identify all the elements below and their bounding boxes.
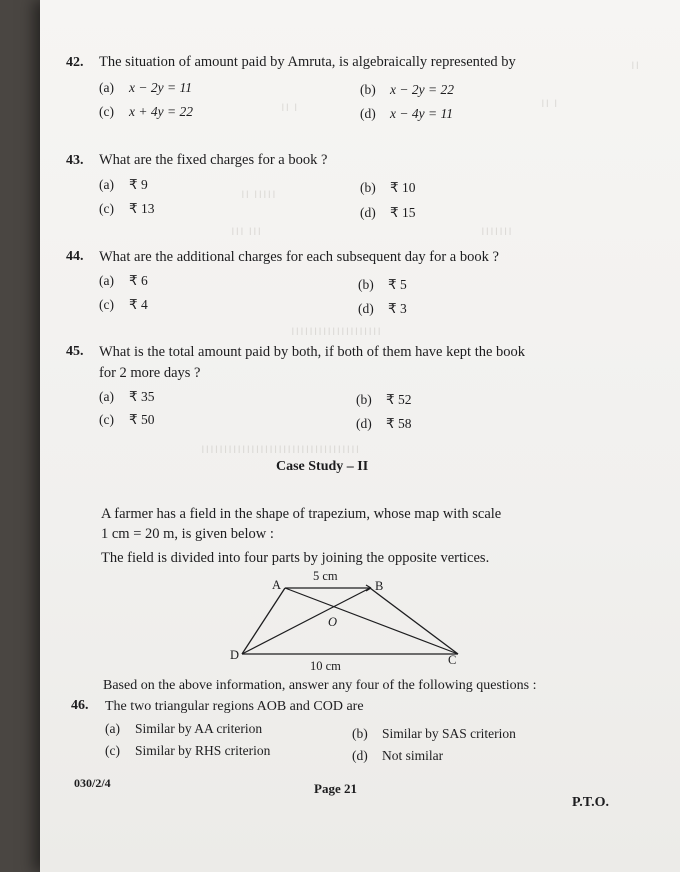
option-label: (a) xyxy=(99,389,114,404)
option-text: ₹ 50 xyxy=(129,412,155,427)
option-text: ₹ 35 xyxy=(129,389,155,404)
option-c xyxy=(99,297,148,313)
option-label: (d) xyxy=(356,416,372,431)
question-text: What are the additional charges for each subsequent day for a book ? xyxy=(99,249,499,265)
case-study-paragraph: A farmer has a field in the shape of trapezium, whose map with scale xyxy=(101,506,502,522)
option-label: (d) xyxy=(360,205,376,220)
vertex-a-label: A xyxy=(272,578,282,592)
question-text: What are the fixed charges for a book ? xyxy=(99,152,328,168)
option-a xyxy=(99,389,154,405)
option-label: (b) xyxy=(352,726,368,741)
option-text: ₹ 3 xyxy=(388,301,407,316)
option-b xyxy=(360,180,415,196)
center-o-label: O xyxy=(328,615,338,629)
option-c xyxy=(105,743,270,759)
case-study-title: Case Study – II xyxy=(276,459,369,474)
option-label: (a) xyxy=(105,721,120,736)
option-text: ₹ 5 xyxy=(388,277,407,292)
option-text: Similar by AA criterion xyxy=(135,721,263,736)
vertex-b-label: B xyxy=(375,579,384,593)
option-c xyxy=(99,412,154,428)
pto-label: P.T.O. xyxy=(572,795,609,810)
option-text: ₹ 6 xyxy=(129,273,148,288)
option-text: x − 4y = 11 xyxy=(390,106,453,121)
show-through-text: ।।।।।।।।।।।।।।।।।।।। xyxy=(290,324,381,338)
option-label: (a) xyxy=(99,273,114,288)
option-text: ₹ 58 xyxy=(386,416,412,431)
option-c xyxy=(99,104,193,120)
option-text: Not similar xyxy=(382,748,444,763)
option-d xyxy=(358,301,407,317)
vertex-d-label: D xyxy=(230,648,240,662)
diagonal-bd xyxy=(242,588,370,654)
option-label: (b) xyxy=(358,277,374,292)
question-number: 42. xyxy=(66,55,84,70)
show-through-text: ।। । xyxy=(280,100,298,114)
option-d xyxy=(360,205,415,221)
case-study-paragraph: The field is divided into four parts by joining the opposite vertices. xyxy=(101,550,490,566)
option-text: Similar by SAS criterion xyxy=(382,726,516,741)
option-b xyxy=(360,82,454,98)
option-text: ₹ 13 xyxy=(129,201,155,216)
show-through-text: ।।। ।।। xyxy=(230,224,262,238)
option-b xyxy=(352,726,516,742)
option-text: ₹ 4 xyxy=(129,297,148,312)
vertex-c-label: C xyxy=(448,653,457,667)
case-study-instruction: Based on the above information, answer any four of the following questions : xyxy=(103,678,537,693)
trapezium-figure xyxy=(220,566,457,676)
show-through-text: ।।।।।।।।।।।।।।।।।।।।।।।।।।।।।।।।।।। xyxy=(200,442,360,456)
question-text: The situation of amount paid by Amruta, is algebraically represented by xyxy=(99,54,516,70)
option-label: (d) xyxy=(352,748,368,763)
option-label: (b) xyxy=(360,82,376,97)
option-label: (c) xyxy=(99,412,114,427)
side-bc xyxy=(370,588,458,654)
option-label: (c) xyxy=(99,201,114,216)
exam-page xyxy=(40,0,680,872)
option-d xyxy=(360,106,453,122)
option-text: ₹ 9 xyxy=(129,177,148,192)
page-number: Page 21 xyxy=(314,781,357,796)
option-text: ₹ 10 xyxy=(390,180,416,195)
show-through-text: ।। xyxy=(630,58,640,72)
question-number: 43. xyxy=(66,153,84,168)
question-text-line1: What is the total amount paid by both, if both of them have kept the book xyxy=(99,344,526,360)
option-label: (c) xyxy=(99,297,114,312)
question-number: 44. xyxy=(66,249,84,264)
option-label: (d) xyxy=(358,301,374,316)
option-text: x − 2y = 22 xyxy=(390,82,454,97)
option-text: Similar by RHS criterion xyxy=(135,743,271,758)
option-a xyxy=(99,177,148,193)
show-through-text: ।।।।।।। xyxy=(480,224,512,238)
question-text: The two triangular regions AOB and COD are xyxy=(105,699,364,714)
option-text: ₹ 52 xyxy=(386,392,412,407)
top-length-label: 5 cm xyxy=(313,569,338,583)
option-label: (b) xyxy=(356,392,372,407)
question-number: 46. xyxy=(71,698,89,713)
show-through-text: ।। । xyxy=(540,96,558,110)
option-text: x − 2y = 11 xyxy=(129,80,192,95)
option-b xyxy=(356,392,411,408)
option-d xyxy=(352,748,443,764)
paper-code: 030/2/4 xyxy=(74,776,111,790)
option-label: (a) xyxy=(99,177,114,192)
option-label: (c) xyxy=(99,104,114,119)
diagonal-ac xyxy=(285,588,458,654)
option-a xyxy=(105,721,262,737)
side-ad xyxy=(242,588,285,654)
option-text: ₹ 15 xyxy=(390,205,416,220)
question-number: 45. xyxy=(66,344,84,359)
option-label: (a) xyxy=(99,80,114,95)
show-through-text: ।। ।।।।। xyxy=(240,187,276,201)
option-label: (d) xyxy=(360,106,376,121)
option-label: (b) xyxy=(360,180,376,195)
option-a xyxy=(99,273,148,289)
bottom-length-label: 10 cm xyxy=(310,659,341,673)
question-text-line2: for 2 more days ? xyxy=(99,365,201,381)
case-study-paragraph: 1 cm = 20 m, is given below : xyxy=(101,526,274,542)
option-b xyxy=(358,277,407,293)
option-a xyxy=(99,80,192,96)
option-d xyxy=(356,416,411,432)
option-label: (c) xyxy=(105,743,120,758)
option-text: x + 4y = 22 xyxy=(129,104,193,119)
option-c xyxy=(99,201,154,217)
